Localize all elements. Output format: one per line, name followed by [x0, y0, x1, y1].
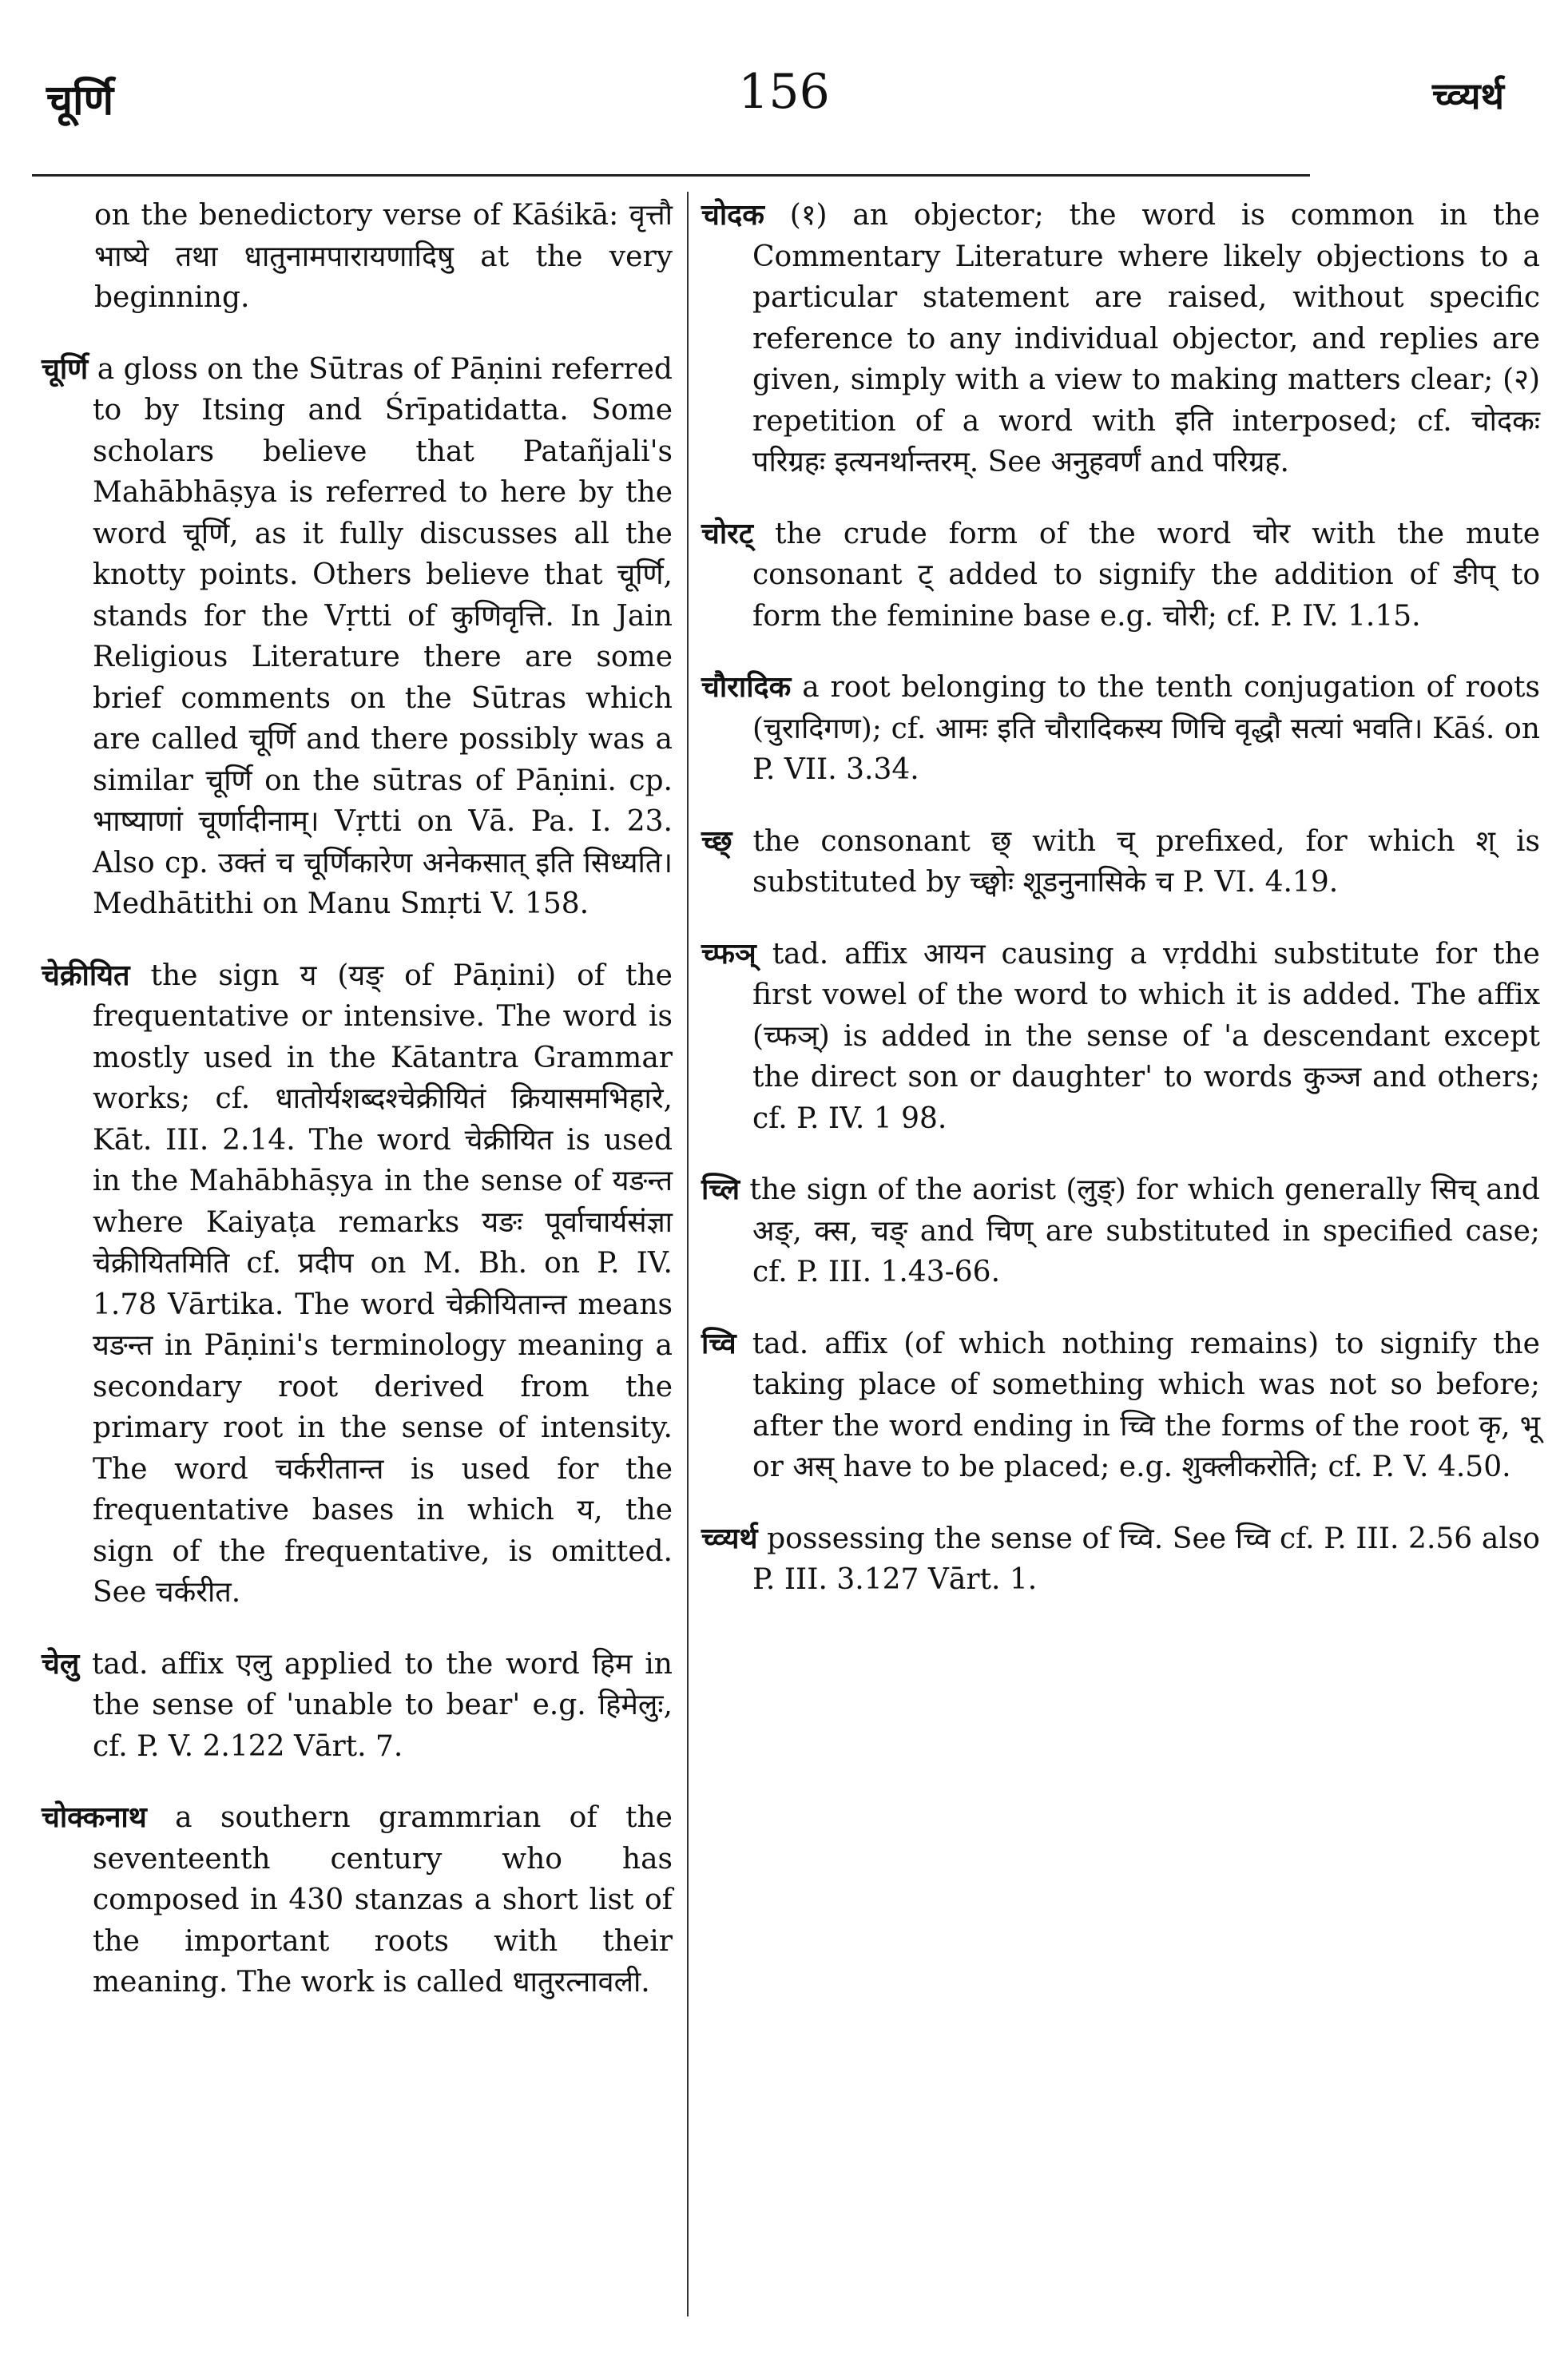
entry-headword: च्व्यर्थ: [701, 1521, 758, 1555]
dictionary-entry: [42, 195, 673, 319]
entry-headword: चौरादिक: [701, 670, 792, 704]
dictionary-entry: [42, 1644, 673, 1768]
entry-headword: च्वि: [701, 1326, 736, 1360]
dictionary-entry: [701, 1518, 1540, 1601]
dictionary-entry: [42, 349, 673, 925]
page-header: [0, 64, 1568, 126]
entry-headword: चेलु: [42, 1646, 80, 1681]
entry-headword: च्फञ्: [701, 936, 756, 971]
entry-text: (१) an objector; the word is common in the Commentary Literature where likely objections to a particular statement are raised, without specific reference to any individual objector, and replies are given, simply with a view to making matters clear; (२) repetition of a word with इति interposed; cf. चोदकः परिग्रहः इत्यनर्थान्तरम्. See अनुहवर्णं and परिग्रह.: [752, 199, 1540, 478]
entry-text: on the benedictory verse of Kāśikā: वृत्तौ भाष्ये तथा धातुनामपारायणादिषु at the very beginning.: [94, 199, 673, 314]
dictionary-entry: [701, 667, 1540, 791]
header-left-guide-word: चूर्णि: [46, 76, 114, 125]
entry-headword: च्छ्: [701, 824, 732, 858]
dictionary-entry: [701, 1169, 1540, 1293]
entry-text: tad. affix एलु applied to the word हिम in the sense of 'unable to bear' e.g. हिमेलुः, cf. P. V. 2.122 Vārt. 7.: [92, 1647, 673, 1763]
entry-text: the consonant छ् with च् prefixed, for which श् is substituted by च्छ्वोः शूडनुनासिके च P. VI. 4.19.: [752, 824, 1540, 899]
entry-text: the sign of the aorist (लुङ्) for which generally सिच् and अङ्, क्स, चङ् and चिण् are substituted in specified case; cf. P. III. 1.43-66.: [749, 1173, 1540, 1288]
entry-headword: चोक्कनाथ: [42, 1800, 147, 1834]
dictionary-entry: [701, 1324, 1540, 1488]
header-right-guide-word: च्व्यर्थ: [1431, 74, 1504, 117]
entry-text: a root belonging to the tenth conjugation of roots (चुरादिगण); cf. आमः इति चौरादिकस्य णिचि वृद्धौ सत्यां भवति। Kāś. on P. VII. 3.34.: [752, 671, 1541, 786]
column-divider: [687, 192, 689, 2316]
left-column: [42, 195, 673, 2034]
entry-text: the sign य (यङ् of Pāṇini) of the frequentative or intensive. The word is mostly used in the Kātantra Grammar works; cf. धातोर्यशब्दश्चेक्रीयितं क्रियासमभिहारे, Kāt. III. 2.14. The word चेक्रीयित is used in the Mahābhāṣya in the sense of यङन्त where Kaiyaṭa remarks यङः पूर्वाचार्यसंज्ञा चेक्रीयितमिति cf. प्रदीप on M. Bh. on P. IV. 1.78 Vārtika. The word चेक्रीयितान्त means यङन्त in Pāṇini's terminology meaning a secondary root derived from the primary root in the sense of intensity. The word चर्करीतान्त is used for the frequentative bases in which य, the sign of the frequentative, is omitted. See चर्करीत.: [93, 959, 673, 1609]
right-column: [701, 195, 1540, 1631]
dictionary-entry: [701, 934, 1540, 1140]
entry-headword: चोदक: [701, 198, 764, 232]
entry-text: a southern grammrian of the seventeenth century who has composed in 430 stanzas a short list of the important roots with their meaning. The work is called धातुरत्नावली.: [93, 1801, 673, 1999]
entry-headword: चेक्रीयित: [42, 958, 130, 992]
entry-text: a gloss on the Sūtras of Pāṇini referred to by Itsing and Śrīpatidatta. Some scholars believe that Patañjali's Mahābhāṣya is referred to here by the word चूर्णि, as it fully discusses all the knotty points. Others believe that चूर्णि, stands for the Vṛtti of कुणिवृत्ति. In Jain Religious Literature there are some brief comments on the Sūtras which are called चूर्णि and there possibly was a similar चूर्णि on the sūtras of Pāṇini. cp. भाष्याणां चूर्णादीनाम्। Vṛtti on Vā. Pa. I. 23. Also cp. उक्तं च चूर्णिकारेण अनेकसात् इति सिध्यति। Medhātithi on Manu Smṛti V. 158.: [93, 352, 673, 920]
entry-headword: चूर्णि: [42, 351, 89, 386]
entry-headword: चोरट्: [701, 516, 754, 550]
entry-text: possessing the sense of च्वि. See च्वि cf. P. III. 2.56 also P. III. 3.127 Vārt. 1.: [752, 1522, 1540, 1596]
entry-text: tad. affix (of which nothing remains) to signify the taking place of something which was not so before; after the word ending in च्वि the forms of the root कृ, भू or अस् have to be placed; e.g. शुक्लीकरोति; cf. P. V. 4.50.: [752, 1327, 1540, 1483]
dictionary-entry: [701, 514, 1540, 637]
dictionary-entry: [701, 195, 1540, 483]
header-rule: [32, 174, 1310, 177]
dictionary-entry: [42, 1797, 673, 2003]
entry-text: tad. affix आयन causing a vṛddhi substitute for the first vowel of the word to which it is added. The affix (च्फञ्) is added in the sense of 'a descendant except the direct son or daughter' to words कुञ्ज and others; cf. P. IV. 1 98.: [752, 937, 1540, 1135]
page-number: 156: [738, 64, 830, 120]
entry-headword: च्लि: [701, 1173, 740, 1206]
dictionary-entry: [42, 955, 673, 1614]
entry-text: the crude form of the word चोर with the mute consonant ट् added to signify the addition of ङीप् to form the feminine base e.g. चोरी; cf. P. IV. 1.15.: [752, 517, 1540, 633]
dictionary-entry: [701, 821, 1540, 903]
